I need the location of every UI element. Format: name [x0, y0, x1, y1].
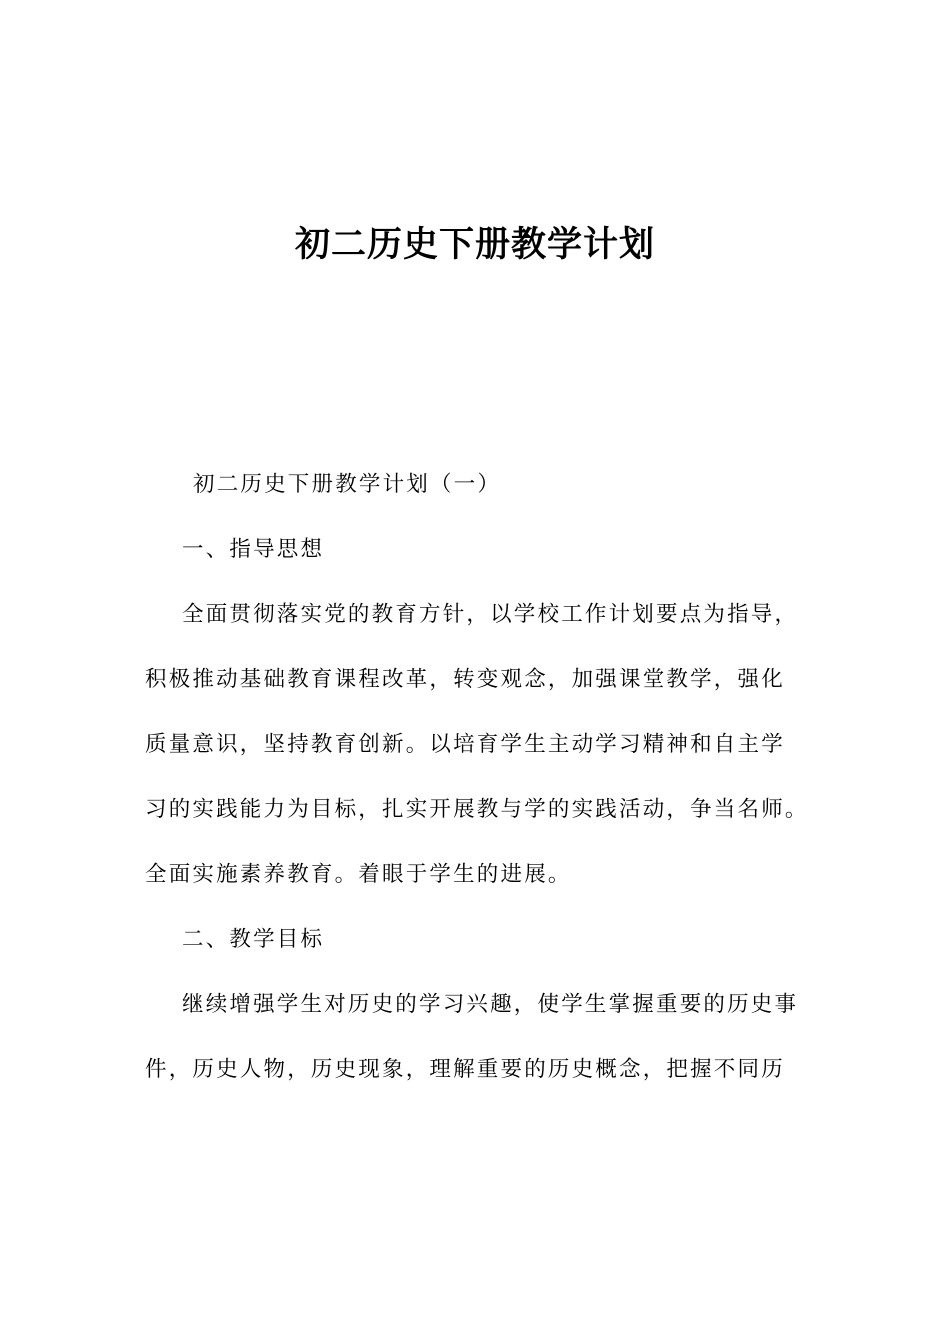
paragraph-line: 继续增强学生对历史的学习兴趣，使学生掌握重要的历史事 [182, 992, 799, 1017]
document-body [145, 452, 835, 1102]
paragraph-line: 件，历史人物，历史现象，理解重要的历史概念，把握不同历 [145, 1057, 785, 1082]
paragraph-line: 积极推动基础教育课程改革，转变观念，加强课堂教学，强化 [145, 667, 785, 692]
paragraph-line: 全面贯彻落实党的教育方针，以学校工作计划要点为指导， [182, 602, 799, 627]
section-heading-teaching-goals: 二、教学目标 [182, 927, 325, 952]
paragraph-line: 习的实践能力为目标，扎实开展教与学的实践活动，争当名师。 [145, 797, 809, 822]
paragraph-line: 全面实施素养教育。着眼于学生的进展。 [145, 862, 572, 887]
plan-subtitle: 初二历史下册教学计划（一） [193, 472, 502, 497]
paragraph-line: 质量意识，坚持教育创新。以培育学生主动学习精神和自主学 [145, 732, 785, 757]
section-heading-guiding-ideology: 一、指导思想 [182, 537, 325, 562]
document-title: 初二历史下册教学计划 [294, 225, 655, 265]
